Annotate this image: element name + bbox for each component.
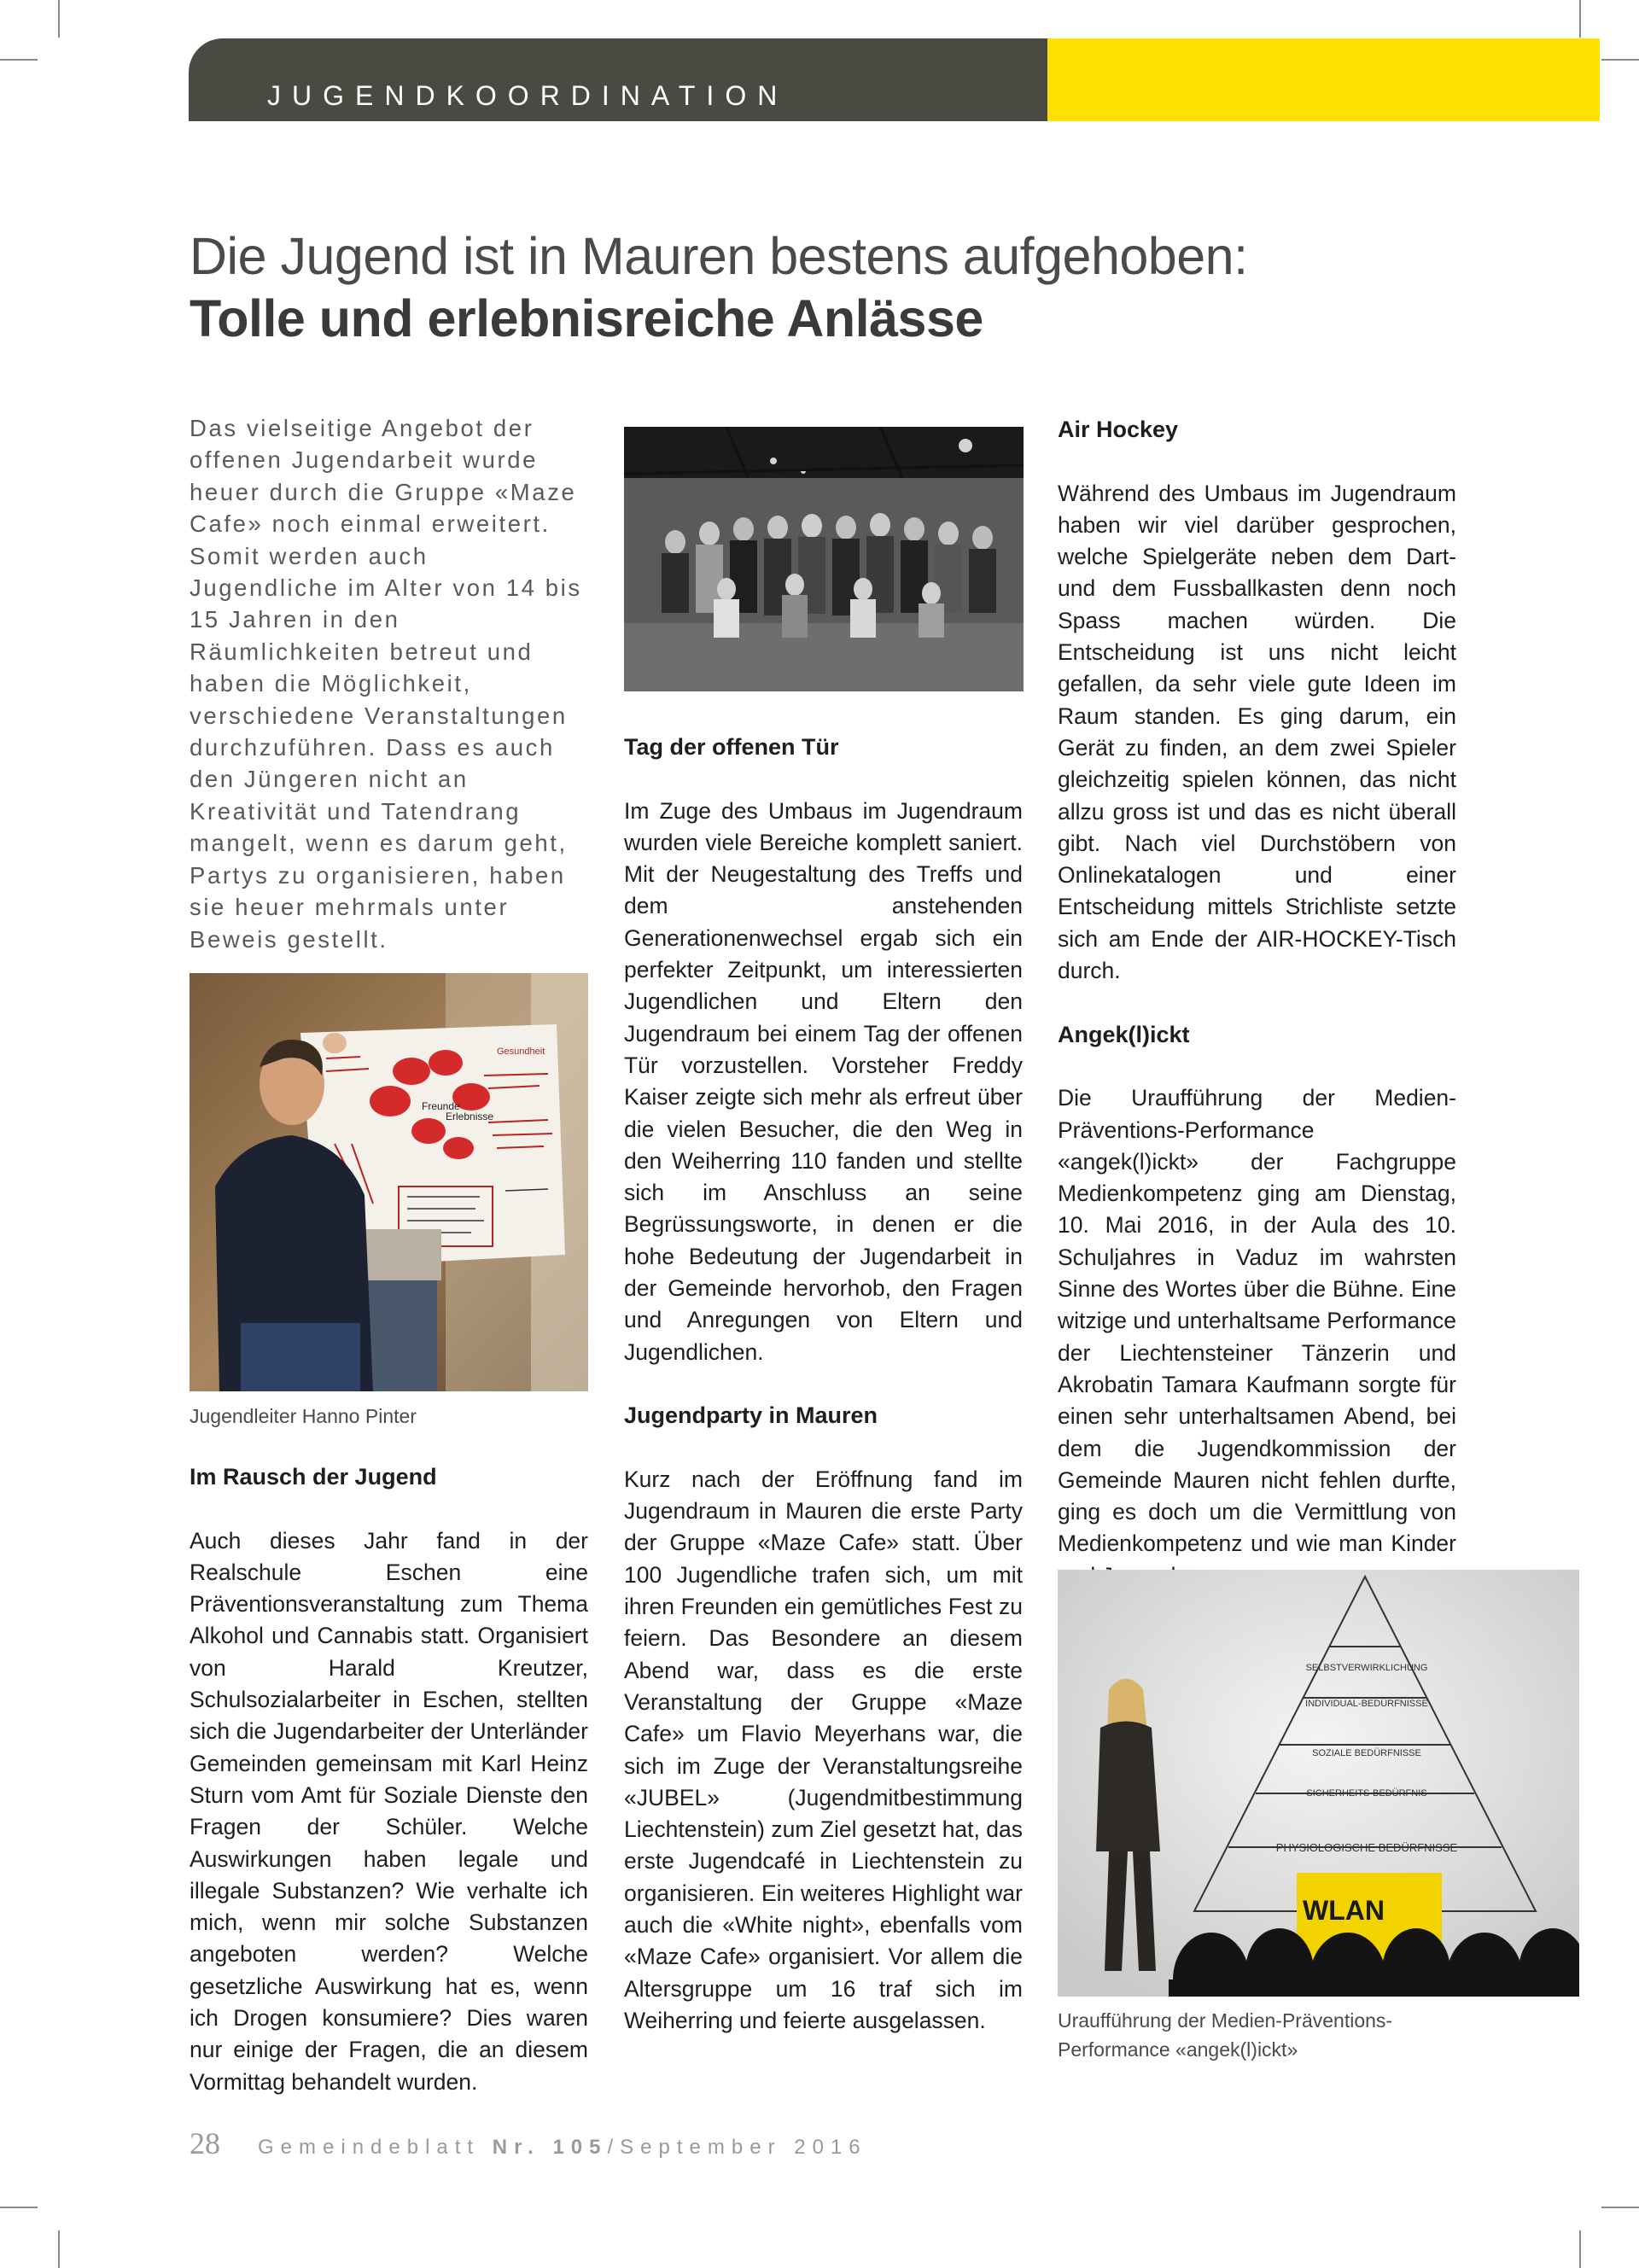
photo-group	[624, 427, 1024, 691]
crop-mark	[0, 59, 38, 61]
wlan-label: WLAN	[1303, 1895, 1385, 1926]
flipchart-word: Erlebnisse	[446, 1111, 494, 1122]
photo3-caption-line1: Uraufführung der Medien-Präventions-	[1058, 2009, 1393, 2032]
page-footer	[190, 2125, 867, 2161]
issue-number: 105	[552, 2136, 608, 2159]
pyramid-level: SOZIALE BEDÜRFNISSE	[1312, 1748, 1421, 1758]
crop-mark	[0, 2207, 38, 2208]
flipchart-word: Freunde	[422, 1100, 460, 1112]
heading-angek: Angek(l)ickt	[1058, 1021, 1190, 1047]
column-3-body	[1058, 414, 1456, 1592]
lead-paragraph	[190, 412, 586, 955]
section-header-accent	[1047, 38, 1600, 121]
pyramid-level: PHYSIOLOGISCHE BEDÜRFNISSE	[1275, 1841, 1458, 1854]
photo3-caption	[1058, 2006, 1392, 2064]
crop-mark	[58, 2230, 60, 2268]
photo1-caption: Jugendleiter Hanno Pinter	[190, 1405, 417, 1427]
photo3-caption-line2: Performance «angek(l)ickt»	[1058, 2038, 1298, 2061]
crop-mark	[1579, 0, 1581, 38]
crop-mark	[1601, 2207, 1639, 2208]
text-airhockey: Während des Umbaus im Jugendraum haben wir viel darüber gesprochen, welche Spielgeräte neben dem Dart- und dem Fussballkasten denn noch Spass machen würden. Die Entscheidung ist uns nicht leicht gefallen, da sehr viele gute Ideen im Raum standen. Es ging darum, ein Gerät zu finden, an dem zwei Spieler gleichzeitig spielen können, das nicht allzu gross ist und das es nicht überall gibt. Nach viel Durchstöbern von Onlinekatalogen und einer Entscheidung mittels Strichliste setzte sich am Ende der AIR-HOCKEY-Tisch durch.	[1058, 480, 1456, 984]
lead-text: Das vielseitige Angebot der offenen Jugendarbeit wurde heuer durch die Gruppe «Maze Cafe» noch einmal erweitert. Somit werden auch Jugendliche im Alter von 14 bis 15 Jahren in den Räumlichkeiten betreut und haben die Möglichkeit, verschiedene Veranstaltungen durchzuführen. Dass es auch den Jüngeren nicht an Kreativität und Tatendrang mangelt, wenn es darum geht, Partys zu organisieren, haben sie heuer mehrmals unter Beweis gestellt.	[190, 415, 582, 953]
heading-tag: Tag der offenen Tür	[624, 734, 839, 760]
text-tag: Im Zuge des Umbaus im Jugendraum wurden viele Bereiche komplett saniert. Mit der Neugestaltung des Treffs und dem anstehenden Generationenwechsel ergab sich ein perfekter Zeitpunkt, um interessierten Jugendlichen und Eltern den Jugendraum bei einem Tag der offenen Tür vorzustellen. Vorsteher Freddy Kaiser zeigte sich mehr als erfreut über die vielen Besucher, die den Weg in den Weiherring 110 fanden und stellte sich im Anschluss an seine Begrüssungsworte, in denen er die hohe Bedeutung der Jugendarbeit in der Gemeinde hervorhob, den Fragen und Anregungen von Eltern und Jugendlichen.	[624, 797, 1023, 1365]
pyramid-level: SELBSTVERWIRKLICHUNG	[1305, 1663, 1428, 1673]
heading-rausch: Im Rausch der Jugend	[190, 1464, 437, 1490]
flipchart-word: Gesundheit	[497, 1047, 545, 1057]
column-1-body	[190, 1461, 588, 2098]
page-number: 28	[190, 2126, 220, 2160]
article-title: Die Jugend ist in Mauren bestens aufgehoben:	[190, 227, 1248, 285]
photo-performance	[1058, 1570, 1579, 1997]
text-angek: Die Uraufführung der Medien-Präventions-Performance «angek(l)ickt» der Fachgruppe Medienkompetenz ging am Dienstag, 10. Mai 2016, in der Aula des 10. Schuljahres in Vaduz im wahrsten Sinne des Wortes über die Bühne. Eine witzige und unterhaltsame Performance der Liechtensteiner Tänzerin und Akrobatin Tamara Kaufmann sorgte für einen sehr unterhaltsamen Abend, bei dem die Jugendkommission der Gemeinde Mauren nicht fehlen durfte, ging es doch um die Vermittlung von Medienkompetenz und wie man Kinder	[1058, 1085, 1456, 1557]
text-rausch: Auch dieses Jahr fand in der Realschule Eschen eine Präventionsveranstaltung zum Thema Alkohol und Cannabis statt. Organisiert von Harald Kreutzer, Schulsozialarbeiter in Eschen, stellten sich die Jugendarbeiter der Unterländer Gemeinden gemeinsam mit Karl Heinz Sturn vom Amt für Soziale Dienste den Fragen der Schüler. Welche Auswirkungen haben legale und illegale Substanzen? Wie verhalte ich mich, wenn mir solche Substanzen angeboten werden? Welche gesetzliche Auswirkung hat es, wenn ich Drogen konsumiere? Dies waren nur einige der Fragen, die an diesem Vormittag behandelt wurden.	[190, 1527, 588, 2095]
photo-performance-drawing	[1058, 1570, 1579, 1997]
crop-mark	[1579, 2230, 1581, 2268]
publication-info: Gemeindeblatt Nr. 105/September 2016	[258, 2136, 867, 2159]
publication-name: Gemeindeblatt	[258, 2136, 481, 2159]
issue-prefix: Nr.	[492, 2136, 540, 2159]
photo-hanno-pinter-drawing	[190, 973, 588, 1391]
column-2-body	[624, 732, 1023, 2037]
heading-airhockey: Air Hockey	[1058, 417, 1179, 442]
crop-mark	[58, 0, 60, 38]
article-subtitle: Tolle und erlebnisreiche Anlässe	[190, 289, 983, 347]
issue-date: September 2016	[620, 2136, 867, 2159]
section-label: JUGENDKOORDINATION	[267, 80, 789, 111]
heading-party: Jugendparty in Mauren	[624, 1402, 878, 1429]
pyramid-level: INDIVIDUAL-BEDÜRFNISSE	[1305, 1699, 1428, 1709]
pyramid-level: SICHERHEITS-BEDÜRFNIS	[1306, 1788, 1427, 1799]
crop-mark	[1601, 59, 1639, 61]
text-party: Kurz nach der Eröffnung fand im Jugendraum in Mauren die erste Party der Gruppe «Maze Cafe» statt. Über 100 Jugendliche trafen sich, um mit ihren Freunden ein gemütliches Fest zu feiern. Das Besondere an diesem Abend war, dass es die erste Veranstaltung der Gruppe «Maze Cafe» um Flavio Meyerhans war, die sich im Zuge der Veranstaltungsreihe «JUBEL» (Jugendmitbestimmung Liechtenstein) zum Ziel gesetzt hat, das erste Jugendcafé in Liechtenstein zu organisieren. Ein weiteres Highlight war auch die «White night», ebenfalls vom «Maze Cafe» organisiert. Vor allem die Altersgruppe um 16 traf sich im Weiherring und feierte ausgelassen.	[624, 1466, 1023, 2033]
photo-hanno-pinter	[190, 973, 588, 1391]
photo-group-drawing	[624, 427, 1024, 691]
